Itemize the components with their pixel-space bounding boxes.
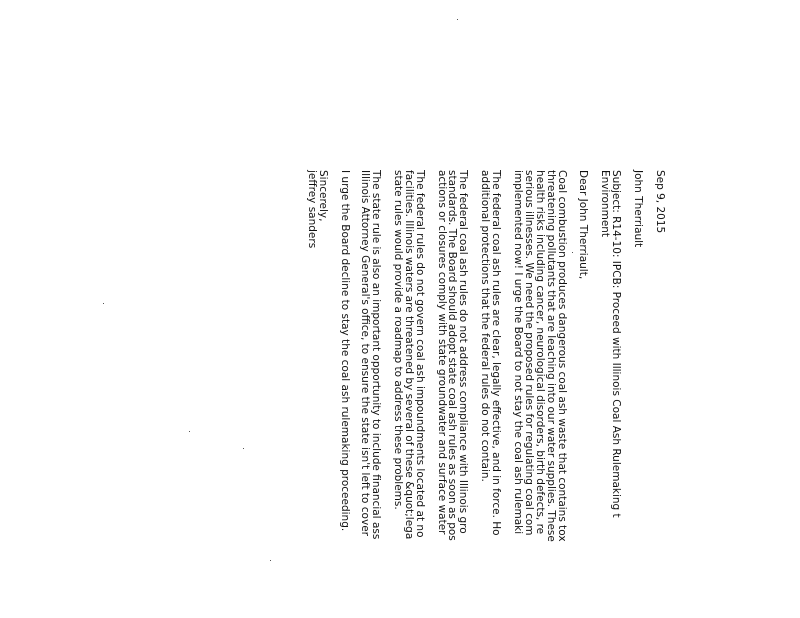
letter-subject — [599, 170, 621, 618]
paragraph — [392, 170, 425, 618]
scan-speck — [572, 252, 573, 253]
letter-recipient: John Therriault — [632, 170, 645, 248]
paragraph-line: The federal rules do not govern coal ash impoundments located at no — [413, 170, 426, 538]
paragraph-line: I urge the Board decline to stay the coal ash rulemaking proceeding. — [339, 170, 352, 532]
scan-speck — [457, 19, 458, 20]
paragraph-line: implemented now! I urge the Board to not stay the coal ash rulemaki — [511, 170, 524, 535]
paragraph-line: additional protections that the federal rules do not contain. — [479, 170, 492, 482]
paragraph — [359, 170, 381, 618]
paragraph — [479, 170, 501, 618]
paragraph-line: The state rule is also an important opportunity to include financial ass — [369, 170, 382, 540]
letter-date: Sep 9, 2015 — [654, 170, 666, 234]
letter-closing: Sincerely, — [317, 170, 330, 222]
paragraph — [436, 170, 469, 618]
paragraph-line: health risks including cancer, neurological disorders, birth defects, re — [533, 170, 546, 535]
scan-speck — [189, 431, 190, 432]
paragraph — [339, 170, 350, 618]
subject-line: Environment — [599, 170, 612, 238]
paragraph-line: threatening pollutants that are leaching into our water supplies. These — [544, 170, 557, 542]
scan-speck — [103, 303, 104, 304]
scan-speck — [270, 560, 271, 561]
paragraph — [512, 170, 566, 618]
paragraph-line: The federal coal ash rules are clear, legally effective, and in force. Ho — [490, 170, 503, 536]
paragraph-line: serious illnesses. We need the proposed rules for regulating coal com — [522, 170, 535, 536]
paragraph-line: The federal coal ash rules do not address compliance with Illinois gro — [457, 170, 470, 534]
paragraph-line: Coal combustion produces dangerous coal ash waste that contains tox — [555, 170, 568, 542]
letter-signature: jeffrey sanders — [306, 170, 319, 249]
paragraph-line: actions or closures comply with state groundwater and surface water — [435, 170, 448, 535]
paragraph-line: standards. The Board should adopt state coal ash rules as soon as pos — [446, 170, 459, 541]
paragraph-line: state rules would provide a roadmap to address these problems. — [391, 170, 404, 510]
letter-salutation: Dear John Therriault, — [577, 170, 590, 280]
letter-body — [307, 170, 665, 618]
paragraph-line: facilities. Illinois waters are threatened by several of these &quot;lega — [402, 170, 415, 540]
subject-line: Subject: R14-10: IPCB: Proceed with Illinois Coal Ash Rulemaking t — [610, 170, 623, 518]
scan-speck — [243, 448, 244, 449]
paragraph-line: Illinois Attorney General's office, to ensure the state isn't left to cover — [359, 170, 372, 536]
